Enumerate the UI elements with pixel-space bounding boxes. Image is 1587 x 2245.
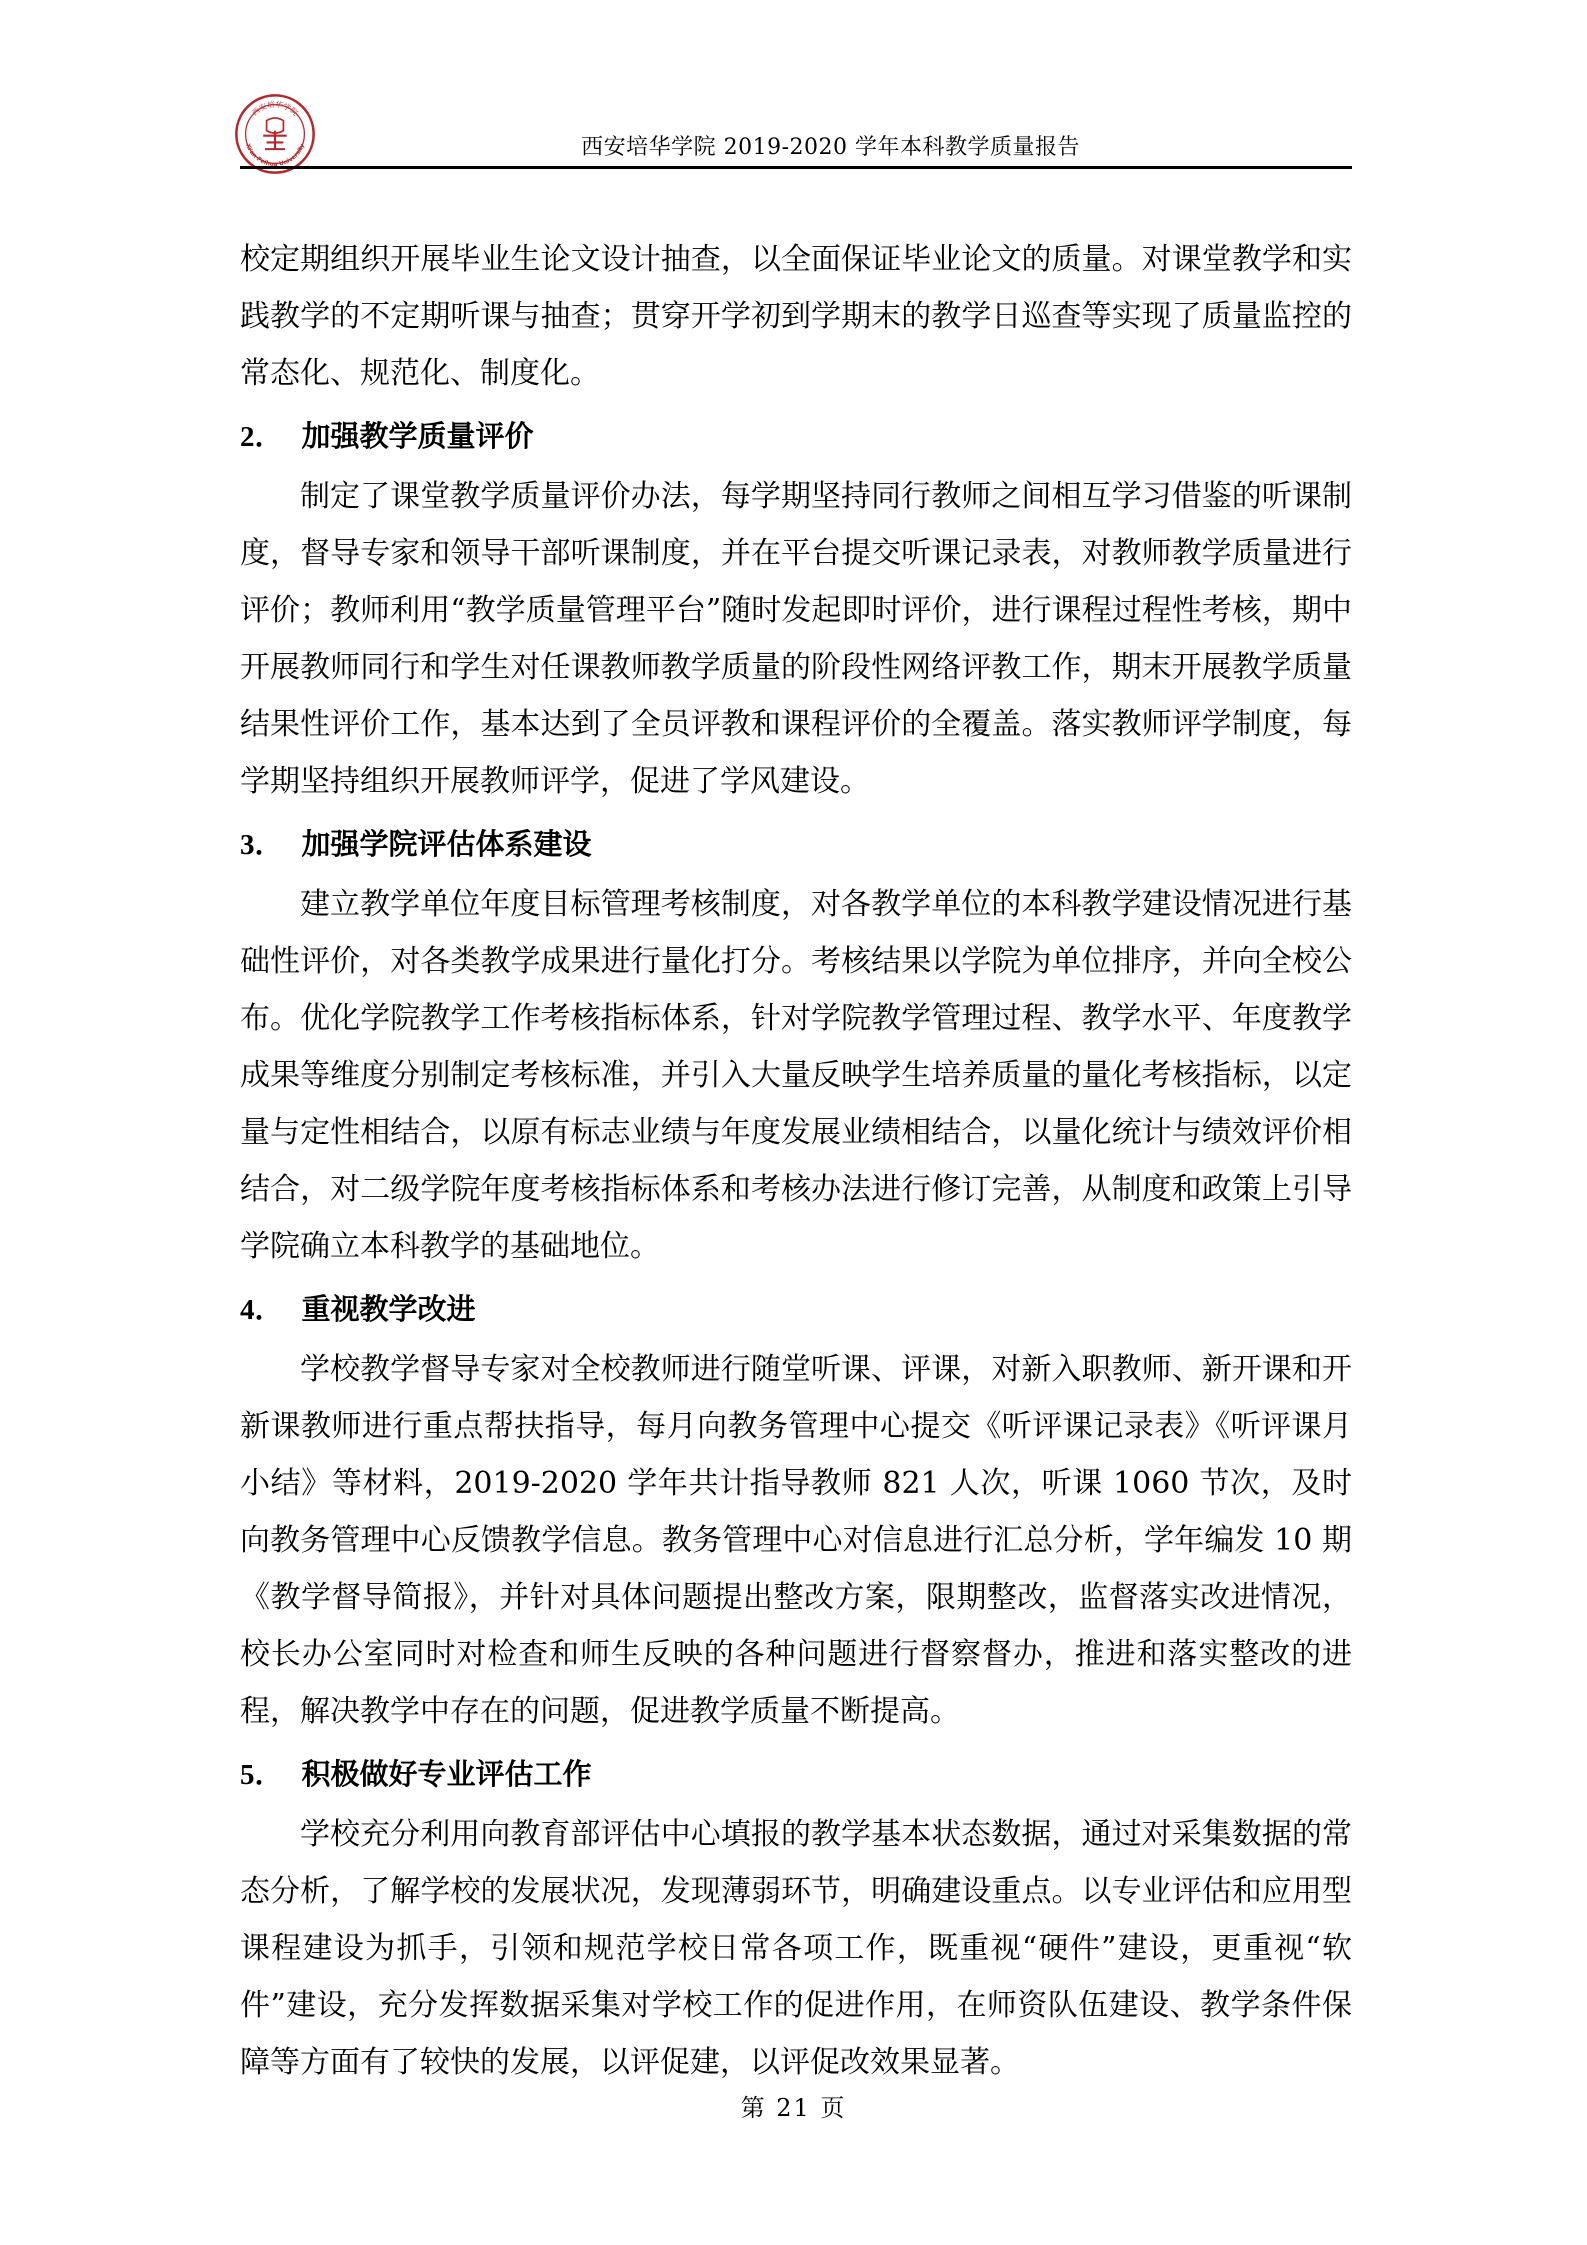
section-paragraph: 学校教学督导专家对全校教师进行随堂听课、评课，对新入职教师、新开课和开新课教师进行重点帮扶指导，每月向教务管理中心提交《听评课记录表》《听评课月小结》等材料，2019-2020 学年共计指导教师 821 人次，听课 1060 节次，及时向教务管理中心反馈教学信息。教务管理中心对信息进行汇总分析，学年编发 10 期《教学督导简报》，并针对具体问题提出整改方案，限期整改，监督落实改进情况，校长办公室同时对检查和师生反映的各种问题进行督察督办，推进和落实整改的进程，解决教学中存在的问题，促进教学质量不断提高。: [240, 1352, 1352, 1729]
section-heading: [240, 1746, 1352, 1804]
header-title: 西安培华学院 2019-2020 学年本科教学质量报告: [581, 135, 1080, 160]
section-paragraph: 学校充分利用向教育部评估中心填报的教学基本状态数据，通过对采集数据的常态分析，了解学校的发展状况，发现薄弱环节，明确建设重点。以专业评估和应用型课程建设为抓手，引领和规范学校日常各项工作，既重视“硬件”建设，更重视“软件”建设，充分发挥数据采集对学校工作的促进作用，在师资队伍建设、教学条件保障等方面有了较快的发展，以评促建，以评促改效果显著。: [240, 1817, 1352, 2080]
section-heading-text: 重视教学改进: [301, 1292, 476, 1326]
logo-text-bottom: Xi'an Peihua University: [244, 143, 306, 168]
section-number: 3．: [240, 829, 284, 861]
page-number: 第 21 页: [740, 2094, 847, 2122]
section-paragraph: 制定了课堂教学质量评价办法，每学期坚持同行教师之间相互学习借鉴的听课制度，督导专家和领导干部听课制度，并在平台提交听课记录表，对教师教学质量进行评价；教师利用“教学质量管理平台”随时发起即时评价，进行课程过程性考核，期中开展教师同行和学生对任课教师教学质量的阶段性网络评教工作，期末开展教学质量结果性评价工作，基本达到了全员评教和课程评价的全覆盖。落实教师评学制度，每学期坚持组织开展教师评学，促进了学风建设。: [240, 479, 1352, 799]
page-header: [240, 92, 1352, 170]
header-divider: [240, 166, 1352, 169]
section-heading: [240, 1281, 1352, 1339]
section-heading-text: 积极做好专业评估工作: [301, 1757, 592, 1791]
section-number: 4．: [240, 1294, 284, 1326]
section-heading-text: 加强学院评估体系建设: [301, 827, 592, 861]
logo-text-top: 西安培华学院: [250, 99, 300, 118]
intro-paragraph: 校定期组织开展毕业生论文设计抽查，以全面保证毕业论文的质量。对课堂教学和实践教学的不定期听课与抽查；贯穿开学初到学期末的教学日巡查等实现了质量监控的常态化、规范化、制度化。: [240, 242, 1352, 391]
section-number: 5．: [240, 1759, 284, 1791]
section-number: 2．: [240, 421, 284, 453]
section-heading: [240, 408, 1352, 466]
university-logo-icon: [233, 92, 317, 176]
svg-text:西安培华学院: [250, 99, 300, 118]
section-heading-text: 加强教学质量评价: [301, 419, 534, 453]
page-content: [240, 231, 1352, 2091]
section-paragraph: 建立教学单位年度目标管理考核制度，对各教学单位的本科教学建设情况进行基础性评价，对各类教学成果进行量化打分。考核结果以学院为单位排序，并向全校公布。优化学院教学工作考核指标体系，针对学院教学管理过程、教学水平、年度教学成果等维度分别制定考核标准，并引入大量反映学生培养质量的量化考核指标，以定量与定性相结合，以原有标志业绩与年度发展业绩相结合，以量化统计与绩效评价相结合，对二级学院年度考核指标体系和考核办法进行修订完善，从制度和政策上引导学院确立本科教学的基础地位。: [240, 887, 1352, 1264]
section-heading: [240, 816, 1352, 874]
